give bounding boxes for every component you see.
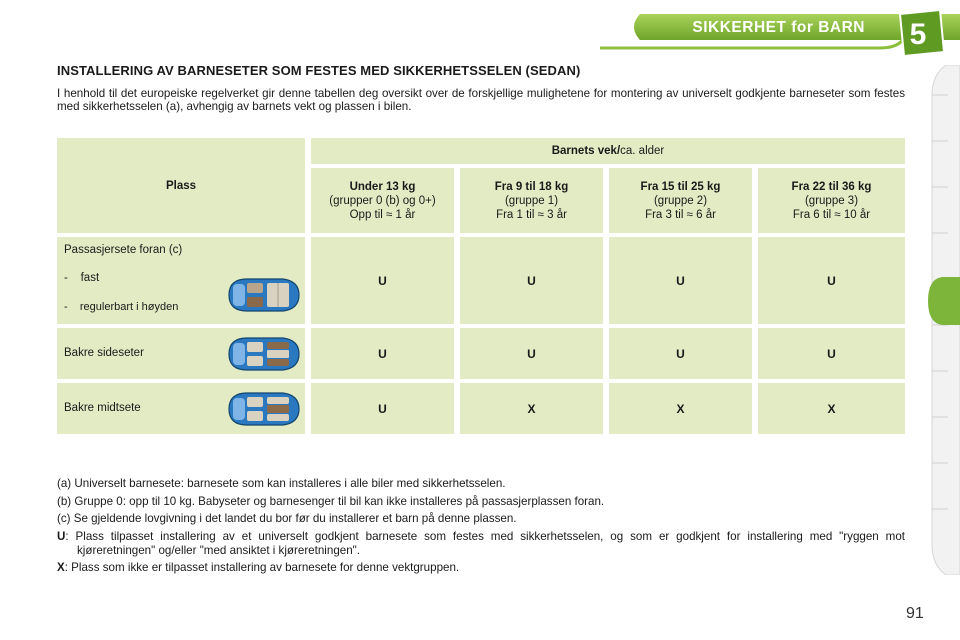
seat-cell-rear-middle	[57, 383, 305, 434]
group-header-1: Fra 9 til 18 kg (gruppe 1) Fra 1 til ≈ 3 år	[460, 168, 603, 233]
legend-x	[57, 561, 905, 575]
footnote-b: (b) Gruppe 0: opp til 10 kg. Babyseter og barnesenger til bil kan ikke installeres på passasjerplassen foran.	[57, 494, 605, 508]
intro-paragraph: I henhold til det europeiske regelverket gir denne tabellen deg oversikt over de forskjellige mulighetene for montering av universelt godkjente barneseter som festes med sikkerhetsselen (a), avhengig av barnets vekt og plassen i bilen.	[57, 87, 905, 113]
cell-rear-middle-group2: X	[609, 383, 752, 434]
cell-front-group3: U	[758, 237, 905, 324]
footnote-c: (c) Se gjeldende lovgivning i det landet du bor før du installerer et barn på denne plassen.	[57, 512, 517, 525]
seat-label: Bakre sideseter	[64, 347, 144, 359]
legend-u-key: U	[57, 529, 66, 543]
cell-rear-middle-group1: X	[460, 383, 603, 434]
footnotes	[57, 477, 905, 579]
weight-header-rest: ca. alder	[620, 145, 665, 157]
seat-cell-rear-side	[57, 328, 305, 379]
weight-header	[311, 138, 905, 164]
legend-x-key: X	[57, 561, 65, 574]
seat-label: Bakre midtsete	[64, 402, 141, 414]
legend-u	[57, 530, 905, 558]
footnote-a: (a) Universelt barnesete: barnesete som kan installeres i alle biler med sikkerhetsselen.	[57, 477, 506, 490]
seat-cell-front-passenger	[57, 237, 305, 324]
cell-rear-side-group1: U	[460, 328, 603, 379]
cell-rear-side-group0: U	[311, 328, 454, 379]
cell-rear-middle-group3: X	[758, 383, 905, 434]
legend-x-text: : Plass som ikke er tilpasset installering av barnesete for denne vektgruppen.	[64, 561, 460, 574]
seat-sublabel-adjustable: - regulerbart i høyden	[64, 301, 179, 313]
car-seat-diagram-front-icon	[223, 275, 303, 318]
seat-label: Passasjersete foran (c)	[64, 244, 183, 256]
cell-rear-middle-group0: U	[311, 383, 454, 434]
car-seat-diagram-rear-side-icon	[223, 334, 303, 377]
chapter-header	[0, 0, 960, 60]
group-header-3: Fra 22 til 36 kg (gruppe 3) Fra 6 til ≈ 10 år	[758, 168, 905, 233]
car-seat-diagram-rear-middle-icon	[223, 389, 303, 432]
cell-front-group1: U	[460, 237, 603, 324]
weight-header-bold: Barnets vek/	[551, 145, 621, 157]
group-header-0: Under 13 kg (grupper 0 (b) og 0+) Opp til ≈ 1 år	[311, 168, 454, 233]
chapter-number: 5	[909, 18, 927, 51]
page-number: 91	[906, 605, 924, 622]
cell-rear-side-group3: U	[758, 328, 905, 379]
group-header-2: Fra 15 til 25 kg (gruppe 2) Fra 3 til ≈ 6 år	[609, 168, 752, 233]
section-title: INSTALLERING AV BARNESETER SOM FESTES MED SIKKERHETSSELEN (SEDAN)	[57, 63, 581, 78]
seat-sublabel-fixed: - fast	[64, 272, 100, 284]
cell-front-group2: U	[609, 237, 752, 324]
place-header: Plass	[57, 138, 305, 233]
chapter-tabs	[928, 65, 960, 575]
cell-rear-side-group2: U	[609, 328, 752, 379]
cell-front-group0: U	[311, 237, 454, 324]
legend-u-text: : Plass tilpasset installering av et universelt godkjent barnesete som festes med sikkerhetsselen, og som er godkjent for installering med "ryggen mot kjøreretningen" og/eller "med ansiktet i kjøreretningen".	[65, 529, 905, 557]
chapter-title: SIKKERHET for BARN	[692, 19, 865, 36]
